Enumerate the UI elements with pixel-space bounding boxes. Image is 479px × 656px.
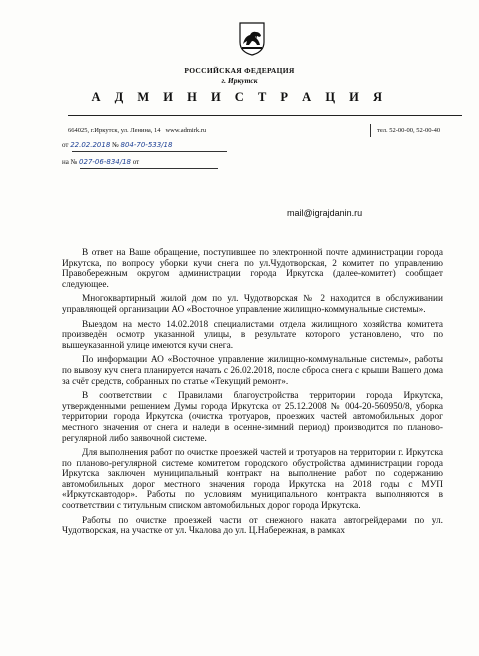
recipient-email: mail@igrajdanin.ru	[287, 208, 363, 218]
letter-paragraph: Выездом на место 14.02.2018 специалистами отдела жилищного хозяйства комитета произведён осмотр указанной улицы, в результате которого установлено, что по вышеуказанной улице имеются кучи снега.	[62, 319, 443, 351]
outgoing-number: 804-70-533/18	[120, 141, 173, 149]
letterhead-divider	[68, 115, 462, 116]
incoming-reference	[62, 158, 139, 166]
org-city-name: г. Иркутск	[221, 76, 258, 85]
letter-paragraph: В соответствии с Правилами благоустройства территории города Иркутска, утвержденными решением Думы города Иркутска от 25.12.2008 № 004-20-560950/8, уборка территории города Иркутска (очистка тротуаров, проезжих частей автомобильных дорог местного значения от снега и наледи в осенне-зимний период) производится по планово-регулярной либо заявочной системе.	[62, 391, 443, 444]
letter-paragraph: Для выполнения работ по очистке проезжей частей и тротуаров на территории г. Иркутска по планово-регулярной системе комитетом городского обустройства администрации города Иркутска заключен муниципальный контракт на выполнение работ по содержанию автомобильных дорог местного значения города Иркутска на 2018 годы с МУП «Иркутскавтодор». Работы по условиям муниципального контракта выполняются в соответствии с титульным списком автомобильных дорог города Иркутска.	[62, 448, 443, 512]
incoming-from-label: от	[132, 158, 140, 166]
letterhead-phone: тел. 52-00-00, 52-00-40	[377, 127, 441, 134]
irkutsk-coat-of-arms-icon	[239, 22, 265, 56]
address-text: 664025, г.Иркутск, ул. Ленина, 14	[68, 127, 161, 134]
letter-body	[62, 248, 443, 541]
number-sign: №	[112, 141, 119, 149]
letter-paragraph: Работы по очистке проезжей части от снежного наката автогрейдерами по ул. Чудотворская, на участке от ул. Чкалова до ул. Ц.Набережная, в рамках	[62, 515, 443, 537]
address-separator	[370, 124, 371, 137]
outgoing-reference	[62, 141, 172, 149]
website-text: www.admirk.ru	[165, 127, 207, 134]
letter-paragraph: По информации АО «Восточное управление жилищно-коммунальные системы», работы по вывозу куч снега планируется начать с 26.02.2018, после сброса снега с крыши Вашего дома за счёт средств, собранных по статье «Текущий ремонт».	[62, 355, 443, 387]
letter-paragraph: В ответ на Ваше обращение, поступившее по электронной почте администрации города Иркутска, по вопросу уборки кучи снега по ул.Чудотворская, 2 комитет по управлению Правобережным округом администрации города Иркутска (далее-комитет) сообщает следующее.	[62, 248, 443, 290]
incoming-prefix: на №	[62, 158, 78, 166]
org-country-name: РОССИЙСКАЯ ФЕДЕРАЦИЯ	[184, 66, 295, 75]
letterhead-title: А Д М И Н И С Т Р А Ц И Я	[91, 90, 388, 104]
from-prefix: от	[62, 141, 69, 149]
letter-paragraph: Многоквартирный жилой дом по ул. Чудотворская № 2 находится в обслуживании управляющей организации АО «Восточное управление жилищно-коммунальные системы».	[62, 294, 443, 315]
incoming-reference-underline	[80, 168, 218, 169]
incoming-number: 027-06-834/18	[79, 158, 131, 166]
outgoing-date: 22.02.2018	[70, 141, 111, 149]
letterhead-address	[68, 127, 206, 134]
outgoing-reference-underline	[72, 151, 227, 152]
